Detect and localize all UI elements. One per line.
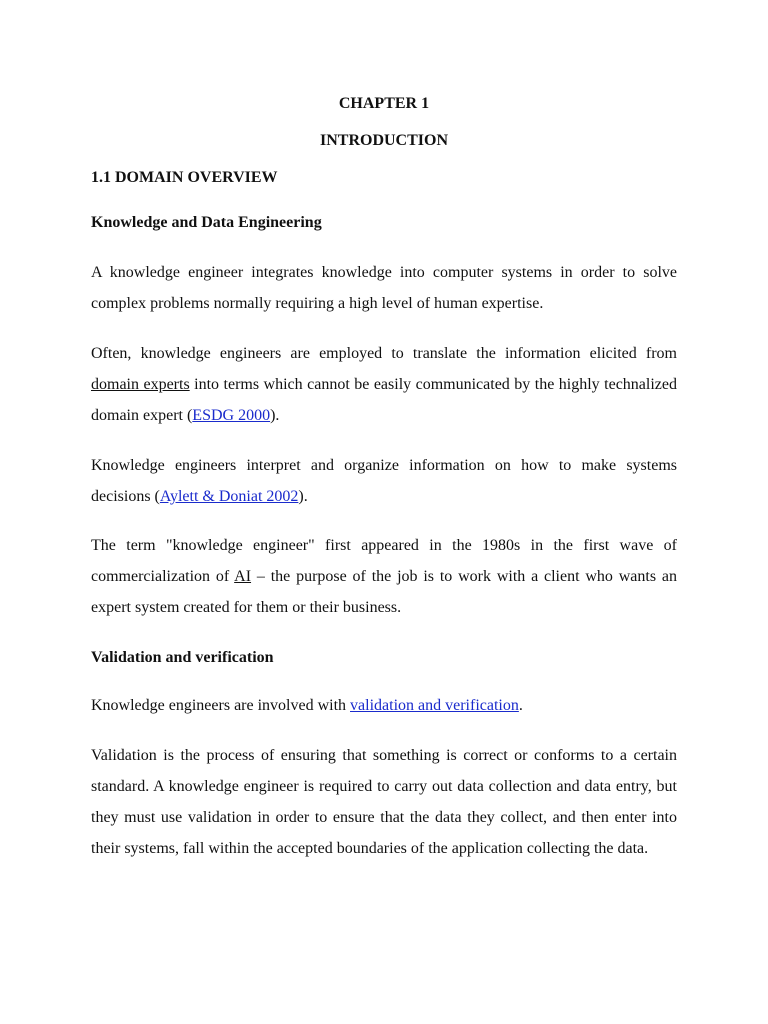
paragraph-6: Validation is the process of ensuring that something is correct or conforms to a certain standard. A knowledge engineer is required to carry out data collection and data entry, but they must use validation in order to ensure that the data they collect, and then enter into their systems, fall within the accepted boundaries of the application collecting the data. (91, 747, 677, 857)
validation-verification-link[interactable]: validation and verification (350, 697, 519, 714)
paragraph-4 (91, 530, 677, 623)
paragraph-5-text-b: . (518, 697, 523, 714)
paragraph-5-text-a: Knowledge engineers are involved with (91, 697, 351, 714)
paragraph-4-text-a: The term "knowledge engineer" first appeared in the 1980s in the first wave of commercialization of (91, 537, 677, 585)
chapter-title: INTRODUCTION (319, 132, 448, 149)
paragraph-2-text-c: ). (270, 407, 280, 424)
subsection-heading-knowledge: Knowledge and Data Engineering (91, 214, 322, 231)
ai-link[interactable]: AI (234, 568, 252, 585)
paragraph-3-text-a: Knowledge engineers interpret and organize information on how to make systems decisions ( (91, 457, 677, 505)
domain-experts-link[interactable]: domain experts (91, 376, 190, 393)
paragraph-3-text-b: ). (298, 488, 308, 505)
paragraph-2 (91, 338, 677, 431)
section-title: 1.1 DOMAIN OVERVIEW (91, 169, 278, 186)
paragraph-1: A knowledge engineer integrates knowledge into computer systems in order to solve complex problems normally requiring a high level of human expertise. (91, 264, 677, 312)
chapter-label: CHAPTER 1 (338, 95, 430, 112)
paragraph-2-text-b: into terms which cannot be easily communicated by the highly technalized domain expert ( (91, 376, 677, 424)
paragraph-2-text-a: Often, knowledge engineers are employed to translate the information elicited from (91, 345, 677, 362)
paragraph-5 (91, 690, 677, 721)
paragraph-3 (91, 450, 677, 512)
esdg-2000-link[interactable]: ESDG 2000 (192, 407, 271, 424)
paragraph-4-text-b: – the purpose of the job is to work with a client who wants an expert system created for them or their business. (91, 568, 678, 616)
aylett-doniat-2002-link[interactable]: Aylett & Doniat 2002 (159, 488, 299, 505)
subsection-heading-validation: Validation and verification (91, 649, 274, 666)
